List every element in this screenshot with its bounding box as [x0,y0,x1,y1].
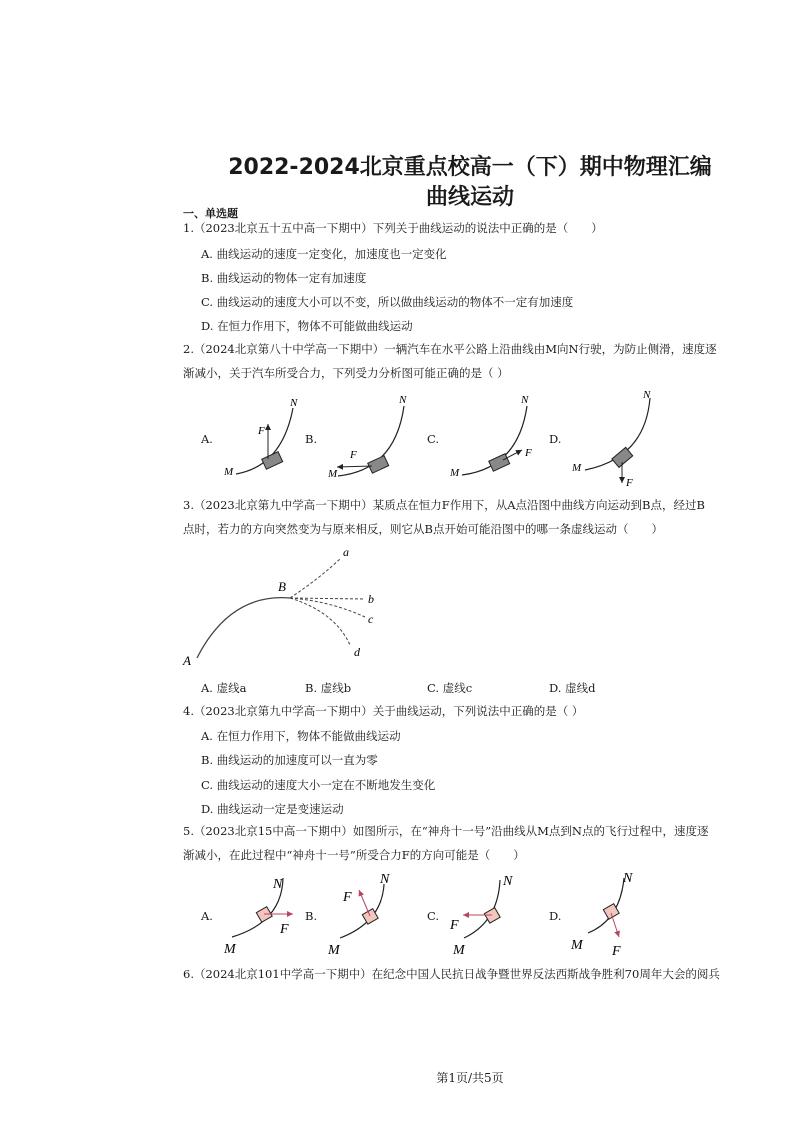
question-5-option-b: B. [305,909,318,923]
q2-d-label-f: F [626,477,633,489]
question-2-option-c: C. [427,432,440,446]
q5-c-label-f: F [450,918,459,933]
q3-label-d: d [354,645,360,659]
question-1-stem: 1.（2023北京五十五中高一下期中）下列关于曲线运动的说法中正确的是（ ） [183,221,603,235]
q3-label-a: a [343,545,349,559]
q5-figure-d [570,871,633,959]
question-4-option-d: D. 曲线运动一定是变速运动 [201,802,344,816]
question-3-option-c: C. 虚线c [427,681,473,695]
q5-figure-a [223,877,293,957]
q5-figure-b [327,872,390,958]
question-6-stem: 6.（2024北京101中学高一下期中）在纪念中国人民抗日战争暨世界反法西斯战争胜利70周年大会的阅兵 [183,967,720,981]
q2-c-label-n: N [521,394,529,406]
question-5-option-a: A. [201,909,213,923]
question-5-stem-line1: 5.（2023北京15中高一下期中）如图所示，在“神舟十一号”沿曲线从M点到N点的飞行过程中，速度逐 [183,824,709,838]
question-2-stem-line2: 渐减小，关于汽车所受合力，下列受力分析图可能正确的是（ ） [183,366,509,380]
q5-a-label-n: N [273,877,283,892]
q5-c-label-m: M [453,943,465,958]
document-subtitle: 曲线运动 [425,185,514,210]
question-4-option-a: A. 在恒力作用下，物体不能做曲线运动 [201,729,401,743]
q2-c-label-m: M [450,467,460,479]
q3-label-b-point: B [278,579,286,594]
question-2-option-d: D. [549,432,562,446]
question-5-stem-line2: 渐减小，在此过程中“神舟十一号”所受合力F的方向可能是（ ） [183,848,525,862]
question-3-stem-line1: 3.（2023北京第九中学高一下期中）某质点在恒力F作用下，从A点沿图中曲线方向运动到B点，经过B [183,498,705,512]
q5-c-label-n: N [503,874,513,889]
question-2-stem-line1: 2.（2024北京第八十中学高一下期中）一辆汽车在水平公路上沿曲线由M向N行驶，为防止侧滑，速度逐 [183,342,717,356]
q2-b-label-m: M [328,468,338,480]
q5-d-label-f: F [612,944,621,959]
q5-figure-c [449,874,513,958]
q5-b-label-n: N [380,872,390,887]
q2-c-label-f: F [525,447,532,459]
question-4-option-b: B. 曲线运动的加速度可以一直为零 [201,753,378,767]
q2-a-label-m: M [224,466,234,478]
section-heading: 一、单选题 [183,207,238,220]
q2-b-label-f: F [350,449,357,461]
q2-b-label-n: N [399,394,407,406]
question-2-option-a: A. [201,432,213,446]
q3-label-b: b [368,592,374,606]
q2-figure-c [449,394,532,479]
q3-label-a-point: A [183,653,191,668]
q2-a-label-f: F [258,425,265,437]
q5-b-label-f: F [343,890,352,905]
q5-d-label-m: M [571,938,583,953]
q2-figure-d [571,389,651,489]
question-5-option-d: D. [549,909,562,923]
q2-figure-b [327,394,407,480]
question-1-option-a: A. 曲线运动的速度一定变化，加速度也一定变化 [201,247,447,261]
question-3-stem-line2: 点时，若力的方向突然变为与原来相反，则它从B点开始可能沿图中的哪一条虚线运动（ ） [183,522,663,536]
q3-label-c: c [368,612,374,626]
question-3-option-b: B. 虚线b [305,681,352,695]
question-3-option-d: D. 虚线d [549,681,596,695]
question-2-option-b: B. [305,432,318,446]
q5-a-label-m: M [224,942,236,957]
q2-d-label-m: M [572,462,582,474]
q2-figure-a [223,397,298,478]
question-1-option-b: B. 曲线运动的物体一定有加速度 [201,271,367,285]
document-title: 2022-2024北京重点校高一（下）期中物理汇编 [228,155,712,180]
question-3-option-a: A. 虚线a [201,681,247,695]
question-4-option-c: C. 曲线运动的速度大小一定在不断地发生变化 [201,778,436,792]
q2-a-label-n: N [290,397,298,409]
q5-b-label-m: M [328,943,340,958]
q3-figure [182,545,374,668]
q5-d-label-n: N [623,871,633,886]
question-1-option-d: D. 在恒力作用下，物体不可能做曲线运动 [201,319,413,333]
question-4-stem: 4.（2023北京第九中学高一下期中）关于曲线运动，下列说法中正确的是（ ） [183,704,584,718]
q2-d-label-n: N [643,389,651,401]
question-1-option-c: C. 曲线运动的速度大小可以不变，所以做曲线运动的物体不一定有加速度 [201,295,574,309]
page-number: 第1页/共5页 [436,1071,504,1085]
question-5-option-c: C. [427,909,440,923]
q5-a-label-f: F [280,922,289,937]
